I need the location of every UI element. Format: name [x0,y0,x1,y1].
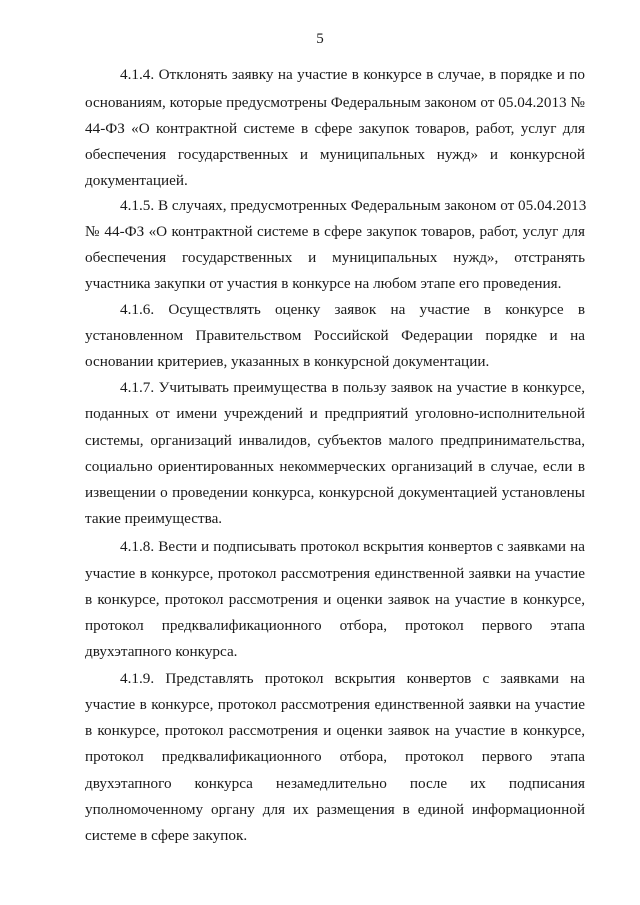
paragraph-line: участие в конкурсе, протокол рассмотрения единственной заявки на участие [85,696,585,713]
paragraph-line: в конкурсе, протокол рассмотрения и оценки заявок на участие в конкурсе, [85,722,585,739]
paragraph-line: 4.1.5. В случаях, предусмотренных Федеральным законом от 05.04.2013 [120,197,587,214]
paragraph-line: 4.1.4. Отклонять заявку на участие в конкурсе в случае, в порядке и по [120,66,585,83]
paragraph-line: в конкурсе, протокол рассмотрения и оценки заявок на участие в конкурсе, [85,591,585,608]
paragraph-line: обеспечения государственных и муниципальных нужд» и конкурсной [85,146,585,163]
paragraph-line: участника закупки от участия в конкурсе на любом этапе его проведения. [85,275,562,292]
paragraph-line: № 44-ФЗ «О контрактной системе в сфере закупок товаров, работ, услуг для [85,223,585,240]
page-number: 5 [316,31,324,47]
paragraph-line: социально ориентированных некоммерческих организаций в случае, если в [85,458,585,475]
paragraph-line: системы, организаций инвалидов, субъектов малого предпринимательства, [85,432,585,449]
paragraph-line: уполномоченному органу для их размещения в единой информационной [85,801,585,818]
paragraph-line: основаниям, которые предусмотрены Федеральным законом от 05.04.2013 № [85,94,585,111]
paragraph-line: участие в конкурсе, протокол рассмотрения единственной заявки на участие [85,565,585,582]
paragraph-line: 4.1.7. Учитывать преимущества в пользу заявок на участие в конкурсе, [120,379,585,396]
paragraph-line: обеспечения государственных и муниципальных нужд», отстранять [85,249,585,266]
paragraph-line: протокол предквалификационного отбора, протокол первого этапа [85,617,585,634]
paragraph-line: поданных от имени учреждений и предприятий уголовно-исполнительной [85,405,585,422]
paragraph-line: двухэтапного конкурса незамедлительно после их подписания [85,775,585,792]
paragraph-line: документацией. [85,172,188,189]
paragraph-line: 44-ФЗ «О контрактной системе в сфере закупок товаров, работ, услуг для [85,120,585,137]
paragraph-line: двухэтапного конкурса. [85,643,238,660]
paragraph-line: основании критериев, указанных в конкурсной документации. [85,353,490,370]
paragraph-line: 4.1.6. Осуществлять оценку заявок на участие в конкурсе в [120,301,585,318]
paragraph-line: такие преимущества. [85,510,223,527]
paragraph-line: системе в сфере закупок. [85,827,248,844]
paragraph-line: извещении о проведении конкурса, конкурсной документацией установлены [85,484,585,501]
paragraph-line: протокол предквалификационного отбора, протокол первого этапа [85,748,585,765]
paragraph-line: 4.1.8. Вести и подписывать протокол вскрытия конвертов с заявками на [120,538,585,555]
paragraph-line: 4.1.9. Представлять протокол вскрытия конвертов с заявками на [120,670,585,687]
paragraph-line: установленном Правительством Российской Федерации порядке и на [85,327,585,344]
